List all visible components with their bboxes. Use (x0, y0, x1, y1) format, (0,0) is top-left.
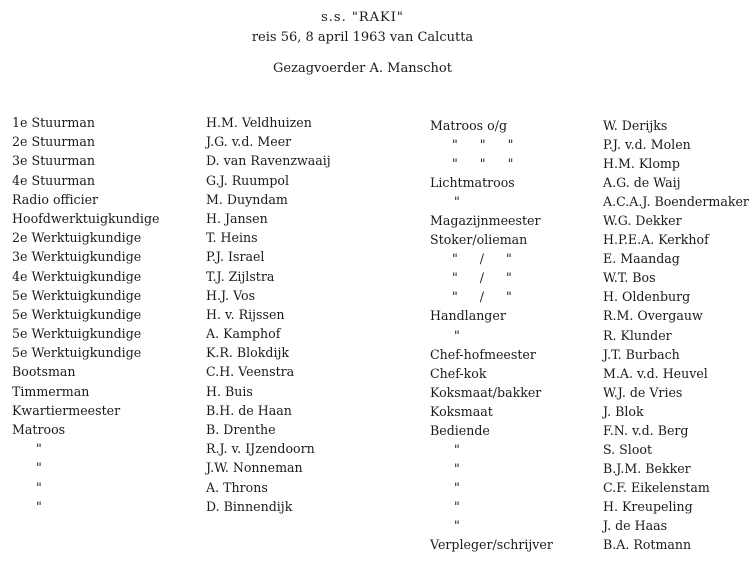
crew-name: H.P.E.A. Kerkhof (603, 232, 709, 248)
crew-rank: 1e Stuurman (12, 115, 95, 130)
crew-rank: Koksmaat/bakker (430, 384, 542, 400)
left-name-column (206, 113, 331, 516)
crew-rank: " (36, 498, 42, 514)
crew-rank: " / " (452, 251, 512, 267)
crew-name: C.F. Eikelenstam (603, 479, 710, 495)
crew-name: G.J. Ruumpol (206, 172, 290, 188)
crew-rank: " " " (452, 137, 514, 153)
crew-name: M.A. v.d. Heuvel (603, 365, 708, 381)
voyage-line: reis 56, 8 april 1963 van Calcutta (251, 30, 474, 45)
crew-name: R.J. v. IJzendoorn (206, 441, 315, 457)
crew-name: H. v. Rijssen (206, 306, 285, 322)
crew-rank: Kwartiermeester (12, 402, 121, 418)
crew-rank: Matroos (12, 422, 66, 437)
crew-rank: 3e Werktuigkundige (12, 249, 142, 265)
crew-name: B.H. de Haan (206, 402, 292, 418)
left-rank-column (12, 113, 159, 516)
crew-rank: Radio officier (12, 191, 99, 207)
crew-name: D. van Ravenzwaaij (206, 153, 331, 169)
crew-name: W. Derijks (603, 118, 668, 133)
crew-name: P.J. v.d. Molen (603, 137, 691, 153)
crew-name: S. Sloot (603, 441, 653, 457)
crew-name: K.R. Blokdijk (206, 345, 290, 361)
crew-name: R.M. Overgauw (603, 308, 703, 324)
crew-name: H.M. Veldhuizen (206, 115, 312, 130)
crew-name: H.J. Vos (206, 287, 256, 303)
crew-name: H. Oldenburg (603, 289, 691, 305)
crew-name: B.J.M. Bekker (603, 460, 691, 476)
crew-rank: Stoker/olieman (430, 232, 528, 248)
crew-name: B. Drenthe (206, 422, 276, 437)
crew-name: T.J. Zijlstra (206, 268, 275, 284)
crew-rank: Bediende (430, 422, 490, 438)
crew-rank: 2e Stuurman (12, 134, 95, 150)
crew-name: W.T. Bos (603, 270, 656, 286)
crew-name: A. Kamphof (206, 326, 281, 342)
crew-rank: 2e Werktuigkundige (12, 230, 142, 246)
crew-name: P.J. Israel (206, 249, 265, 265)
crew-name: J. de Haas (603, 517, 668, 533)
crew-name: A. Throns (206, 479, 268, 495)
crew-rank: " (454, 194, 460, 210)
crew-rank: Hoofdwerktuigkundige (12, 210, 160, 226)
crew-rank: Magazijnmeester (430, 213, 541, 229)
crew-rank: " (454, 441, 460, 457)
crew-name: J.W. Nonneman (206, 460, 303, 476)
crew-name: J.G. v.d. Meer (206, 134, 292, 150)
captain-line: Gezagvoerder A. Manschot (273, 61, 452, 76)
crew-rank: " (36, 441, 42, 457)
crew-name: H. Jansen (206, 210, 268, 226)
crew-rank: Lichtmatroos (430, 175, 515, 191)
crew-name: C.H. Veenstra (206, 364, 295, 380)
crew-rank: 5e Werktuigkundige (12, 306, 142, 322)
crew-rank: " (36, 479, 42, 495)
crew-rank: " / " (452, 289, 512, 305)
crew-rank: Koksmaat (430, 403, 493, 419)
crew-rank: " / " (452, 270, 512, 286)
crew-name: A.G. de Waij (603, 175, 681, 191)
crew-rank: 3e Stuurman (12, 153, 95, 169)
crew-name: B.A. Rotmann (603, 537, 692, 553)
crew-name: W.J. de Vries (603, 384, 683, 400)
crew-rank: 5e Werktuigkundige (12, 345, 142, 361)
crew-name: H. Buis (206, 383, 253, 399)
crew-name: H.M. Klomp (603, 156, 680, 172)
crew-rank: " (454, 460, 460, 476)
crew-name: D. Binnendijk (206, 498, 293, 514)
crew-name: T. Heins (206, 230, 258, 246)
crew-name: E. Maandag (603, 251, 680, 267)
crew-rank: 4e Stuurman (12, 172, 95, 188)
crew-name: R. Klunder (603, 327, 672, 343)
crew-rank: " (36, 460, 42, 476)
right-name-column (603, 116, 749, 554)
crew-rank: Bootsman (12, 364, 76, 380)
crew-name: M. Duyndam (206, 191, 288, 207)
crew-rank: Verpleger/schrijver (430, 537, 553, 553)
crew-name: J.T. Burbach (603, 346, 680, 362)
crew-name: W.G. Dekker (603, 213, 682, 229)
crew-rank: " (454, 517, 460, 533)
crew-name: H. Kreupeling (603, 498, 693, 514)
crew-name: J. Blok (603, 403, 644, 419)
crew-rank: " (454, 479, 460, 495)
crew-rank: Timmerman (12, 383, 90, 399)
crew-name: F.N. v.d. Berg (603, 422, 689, 438)
crew-rank: 5e Werktuigkundige (12, 287, 142, 303)
crew-rank: Chef-kok (430, 365, 487, 381)
crew-name: A.C.A.J. Boendermaker (603, 194, 749, 210)
crew-rank: " " " (452, 156, 514, 172)
crew-rank: 4e Werktuigkundige (12, 268, 142, 284)
crew-rank: Matroos o/g (430, 118, 508, 133)
crew-rank: 5e Werktuigkundige (12, 326, 142, 342)
crew-rank: " (454, 327, 460, 343)
right-rank-column (430, 116, 553, 554)
crew-rank: Chef-hofmeester (430, 346, 536, 362)
crew-rank: Handlanger (430, 308, 506, 324)
ship-name: s.s. "RAKI" (321, 10, 404, 25)
crew-rank: " (454, 498, 460, 514)
